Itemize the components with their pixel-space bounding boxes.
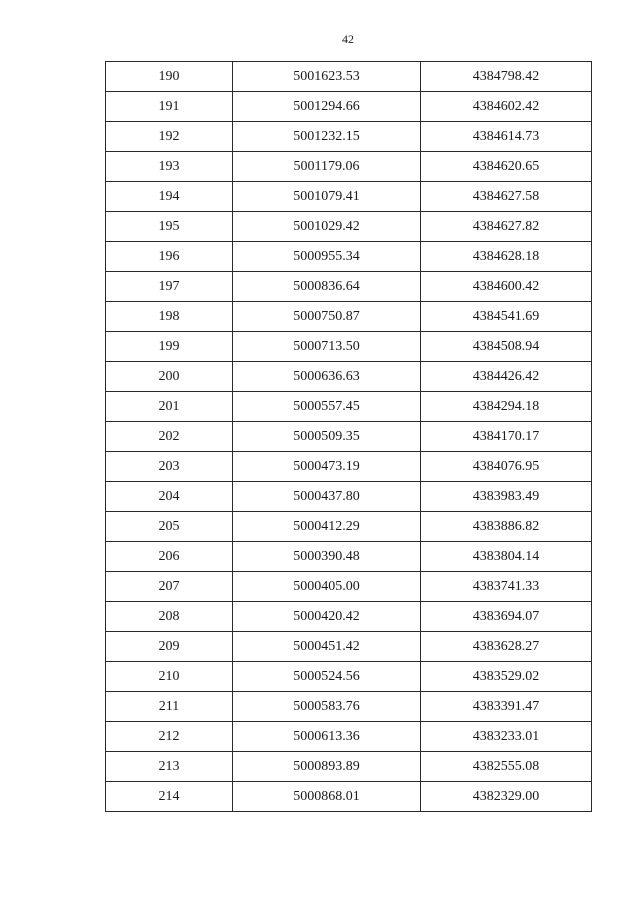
- point-number: 198: [106, 302, 233, 332]
- table-row: [106, 152, 592, 182]
- table-row: [106, 662, 592, 692]
- table-row: [106, 602, 592, 632]
- point-number: 207: [106, 572, 233, 602]
- table-row: [106, 182, 592, 212]
- table-row: [106, 512, 592, 542]
- point-number: 193: [106, 152, 233, 182]
- y-coordinate: 4384170.17: [421, 422, 592, 452]
- point-number: 212: [106, 722, 233, 752]
- x-coordinate: 5001179.06: [233, 152, 421, 182]
- y-coordinate: 4384620.65: [421, 152, 592, 182]
- y-coordinate: 4384628.18: [421, 242, 592, 272]
- x-coordinate: 5000524.56: [233, 662, 421, 692]
- point-number: 201: [106, 392, 233, 422]
- point-number: 214: [106, 782, 233, 812]
- y-coordinate: 4384426.42: [421, 362, 592, 392]
- x-coordinate: 5001623.53: [233, 62, 421, 92]
- table-row: [106, 452, 592, 482]
- y-coordinate: 4384294.18: [421, 392, 592, 422]
- y-coordinate: 4384627.82: [421, 212, 592, 242]
- table-row: [106, 302, 592, 332]
- x-coordinate: 5000557.45: [233, 392, 421, 422]
- point-number: 202: [106, 422, 233, 452]
- table-row: [106, 692, 592, 722]
- table-row: [106, 722, 592, 752]
- x-coordinate: 5000451.42: [233, 632, 421, 662]
- point-number: 196: [106, 242, 233, 272]
- y-coordinate: 4382555.08: [421, 752, 592, 782]
- table-row: [106, 752, 592, 782]
- x-coordinate: 5000636.63: [233, 362, 421, 392]
- y-coordinate: 4384541.69: [421, 302, 592, 332]
- y-coordinate: 4384798.42: [421, 62, 592, 92]
- point-number: 191: [106, 92, 233, 122]
- table-row: [106, 332, 592, 362]
- y-coordinate: 4384627.58: [421, 182, 592, 212]
- x-coordinate: 5000473.19: [233, 452, 421, 482]
- table-row: [106, 242, 592, 272]
- y-coordinate: 4384614.73: [421, 122, 592, 152]
- point-number: 208: [106, 602, 233, 632]
- table-row: [106, 782, 592, 812]
- table-row: [106, 62, 592, 92]
- y-coordinate: 4384508.94: [421, 332, 592, 362]
- table-row: [106, 212, 592, 242]
- x-coordinate: 5000509.35: [233, 422, 421, 452]
- point-number: 197: [106, 272, 233, 302]
- coordinates-table: [105, 61, 592, 812]
- table-row: [106, 482, 592, 512]
- table-row: [106, 392, 592, 422]
- table-row: [106, 572, 592, 602]
- point-number: 205: [106, 512, 233, 542]
- point-number: 195: [106, 212, 233, 242]
- y-coordinate: 4383804.14: [421, 542, 592, 572]
- x-coordinate: 5000750.87: [233, 302, 421, 332]
- x-coordinate: 5000420.42: [233, 602, 421, 632]
- y-coordinate: 4384602.42: [421, 92, 592, 122]
- y-coordinate: 4383694.07: [421, 602, 592, 632]
- x-coordinate: 5001232.15: [233, 122, 421, 152]
- table-row: [106, 92, 592, 122]
- x-coordinate: 5000613.36: [233, 722, 421, 752]
- point-number: 210: [106, 662, 233, 692]
- point-number: 211: [106, 692, 233, 722]
- point-number: 192: [106, 122, 233, 152]
- y-coordinate: 4383983.49: [421, 482, 592, 512]
- table-row: [106, 272, 592, 302]
- x-coordinate: 5000405.00: [233, 572, 421, 602]
- y-coordinate: 4382329.00: [421, 782, 592, 812]
- x-coordinate: 5000583.76: [233, 692, 421, 722]
- y-coordinate: 4383886.82: [421, 512, 592, 542]
- x-coordinate: 5000437.80: [233, 482, 421, 512]
- x-coordinate: 5000893.89: [233, 752, 421, 782]
- point-number: 194: [106, 182, 233, 212]
- table-row: [106, 122, 592, 152]
- x-coordinate: 5000868.01: [233, 782, 421, 812]
- y-coordinate: 4384600.42: [421, 272, 592, 302]
- point-number: 199: [106, 332, 233, 362]
- y-coordinate: 4383741.33: [421, 572, 592, 602]
- x-coordinate: 5001294.66: [233, 92, 421, 122]
- y-coordinate: 4383529.02: [421, 662, 592, 692]
- x-coordinate: 5001029.42: [233, 212, 421, 242]
- point-number: 203: [106, 452, 233, 482]
- point-number: 206: [106, 542, 233, 572]
- point-number: 204: [106, 482, 233, 512]
- x-coordinate: 5000412.29: [233, 512, 421, 542]
- table-row: [106, 422, 592, 452]
- point-number: 209: [106, 632, 233, 662]
- point-number: 200: [106, 362, 233, 392]
- page-number: 42: [342, 32, 354, 46]
- point-number: 213: [106, 752, 233, 782]
- table-row: [106, 632, 592, 662]
- x-coordinate: 5000390.48: [233, 542, 421, 572]
- x-coordinate: 5001079.41: [233, 182, 421, 212]
- table-row: [106, 542, 592, 572]
- y-coordinate: 4383391.47: [421, 692, 592, 722]
- y-coordinate: 4384076.95: [421, 452, 592, 482]
- x-coordinate: 5000836.64: [233, 272, 421, 302]
- point-number: 190: [106, 62, 233, 92]
- x-coordinate: 5000713.50: [233, 332, 421, 362]
- x-coordinate: 5000955.34: [233, 242, 421, 272]
- table-row: [106, 362, 592, 392]
- y-coordinate: 4383628.27: [421, 632, 592, 662]
- y-coordinate: 4383233.01: [421, 722, 592, 752]
